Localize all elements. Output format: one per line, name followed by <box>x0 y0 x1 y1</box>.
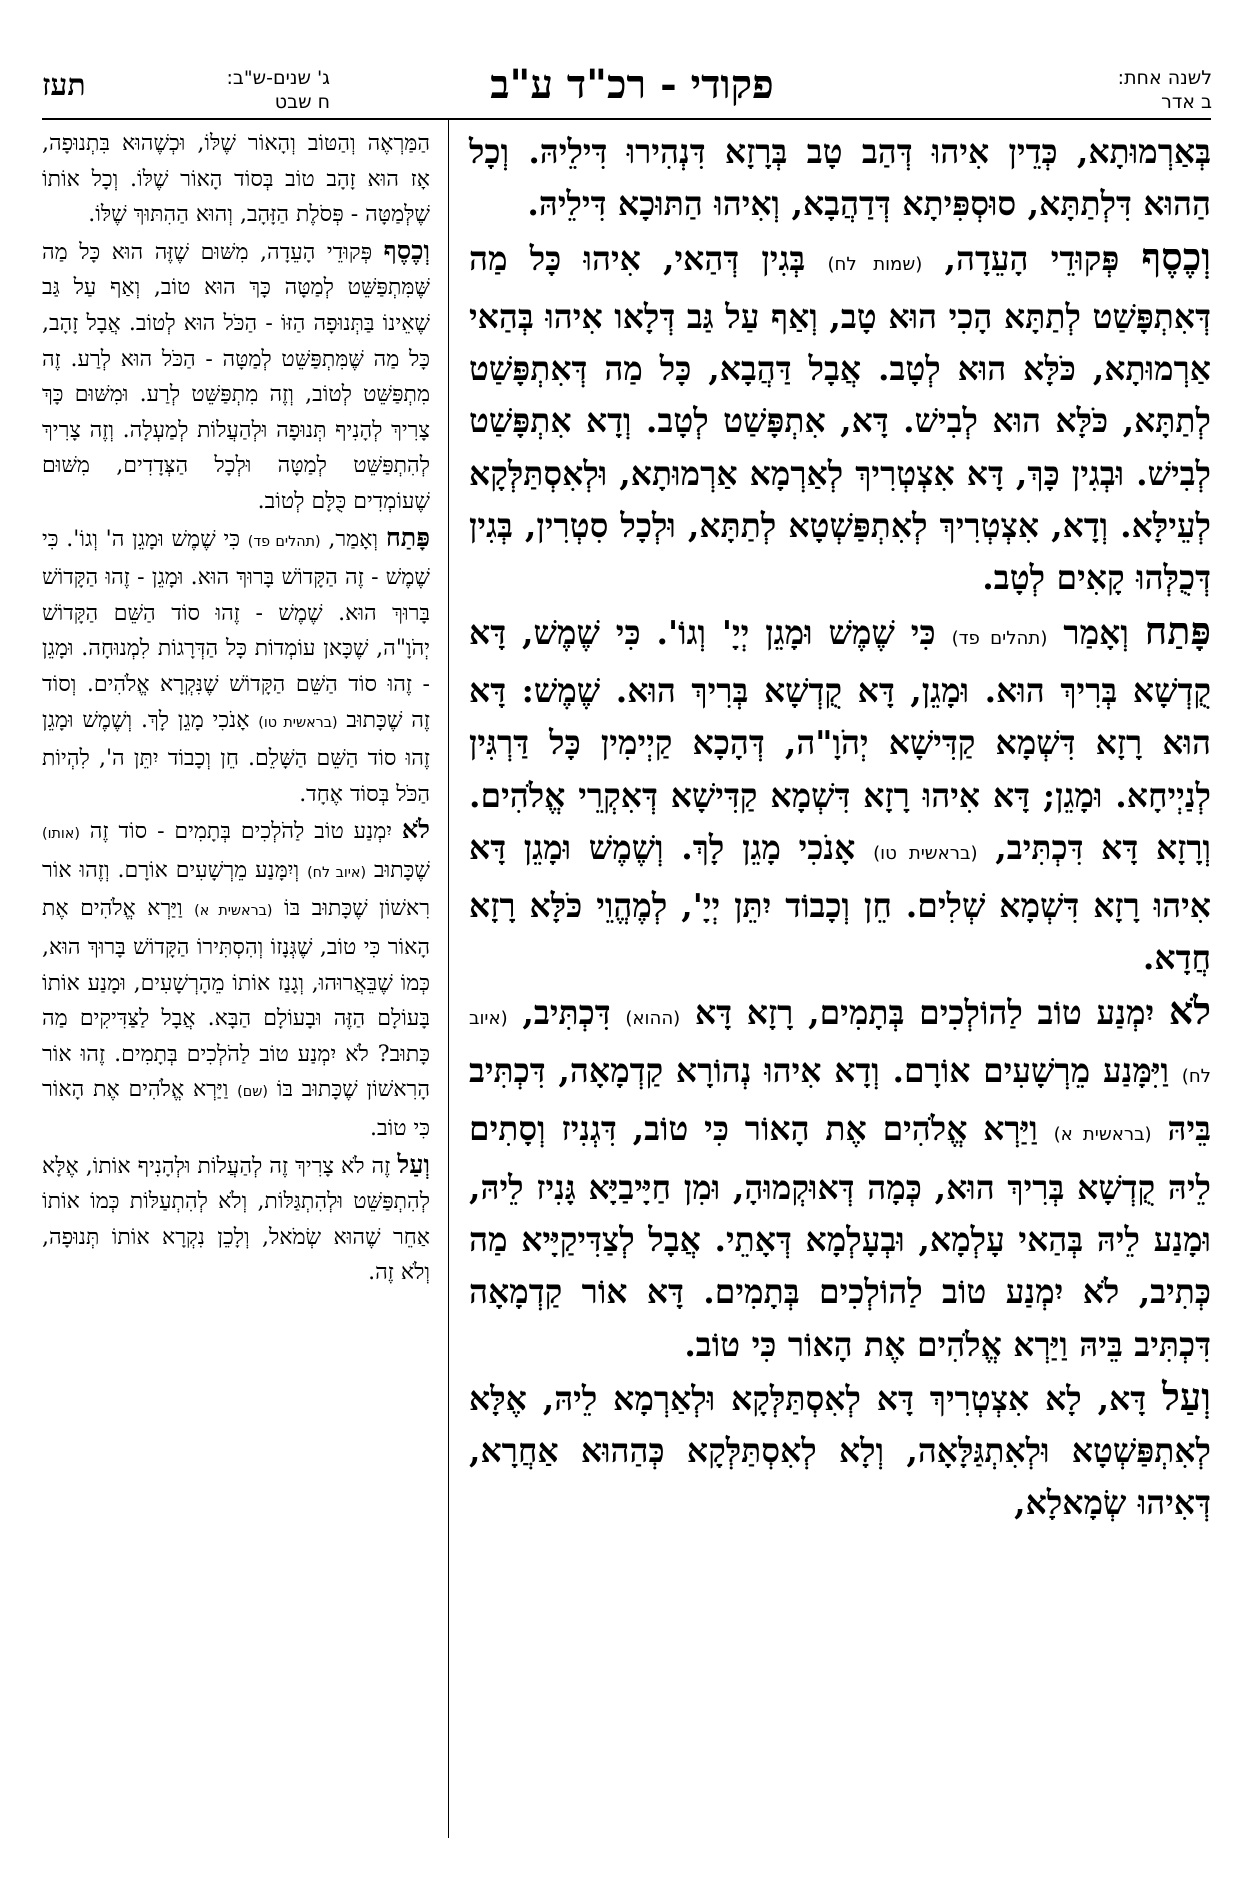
verse-reference: (אותו) <box>42 826 80 843</box>
translation-paragraph <box>42 233 430 520</box>
verse-reference: (איוב לח) <box>469 1007 1211 1088</box>
verse-reference: (תהלים פד) <box>247 533 321 550</box>
translation-column <box>42 126 430 1291</box>
translation-paragraph <box>42 126 430 233</box>
main-text-column <box>469 126 1211 1530</box>
main-paragraph <box>469 231 1211 605</box>
main-text: דָּא, לָא אִצְטְרִיךְ דָּא לְאִסְתַּלְּקָא וּלְאַרְמָא לֵיהּ, אֶלָּא לְאִתְפַּשְׁטָא וּלְאִתְגַּלָּאָה, וְלָא לְאִסְתַּלְּקָא כְּהַהוּא אַחֲרָא, דְּאִיהוּ שְׂמָאלָא, <box>469 1378 1211 1523</box>
header-meta-line2: ח שבט <box>274 91 330 113</box>
verse-reference: (בראשית א) <box>1053 1124 1152 1146</box>
paragraph-opener: וְעַל <box>397 1148 430 1179</box>
page-number: תעז <box>42 68 86 103</box>
main-paragraph <box>469 605 1211 985</box>
main-text: דִּכְתִּיב, <box>507 992 626 1032</box>
translation-text: וַיַּרְא אֱלֹהִים אֶת הָאוֹר כִּי טוֹב. <box>42 1077 430 1142</box>
column-divider <box>448 118 449 1838</box>
header-reading-schedule <box>1118 66 1212 114</box>
translation-text: וְאָמַר, <box>320 526 386 552</box>
main-text: אָנֹכִי מָגֵן לָךְ. וְשֶׁמֶשׁ וּמָגֵן דָּא אִיהוּ רָזָא דִּשְׁמָא שְׁלִים. חֵן וְכָבוֹד יִתֵּן יְיָ', לְמֶהֱוֵי כֹּלָּא רָזָא חֲדָא. <box>469 827 1211 978</box>
main-paragraph <box>469 1371 1211 1530</box>
page-header <box>42 60 1212 120</box>
main-text: בְּגִין דְּהַאי, אִיהוּ כָּל מַה דְּאִתְפָּשַׁט לְתַתָּא הָכִי הוּא טָב, וְאַף עַל גַּב דְּלָאו אִיהוּ בְּהַאי אַרְמוּתָא, כֹּלָּא הוּא לְטָב. אֲבָל דַּהֲבָא, כָּל מַה דְּאִתְפָּשַׁט לְתַתָּא, כֹּלָּא הוּא לְבִישׁ. דָּא, אִתְפָּשַׁט לְטָב. וְדָא אִתְפָּשַׁט לְבִישׁ. וּבְגִין כָּךְ, דָּא אִצְטְרִיךְ לְאַרְמָא אַרְמוּתָא, וּלְאִסְתַּלְּקָא לְעֵילָּא. וְדָא, אִצְטְרִיךְ לְאִתְפַּשְׁטָא לְתַתָּא, וּלְכָל סִטְרִין, בְּגִין דְּכֻלְּהוּ קָאִים לְטָב. <box>469 238 1211 598</box>
page-title: פקודי - רכ"ד ע"ב <box>490 61 774 108</box>
main-text: פְּקוּדֵי הָעֵדָה, <box>922 238 1142 278</box>
header-reading-line2: ב אדר <box>1161 91 1212 113</box>
verse-reference: (שמות לח) <box>827 253 923 275</box>
paragraph-opener: פָּתַח <box>1144 607 1211 653</box>
main-text: וְאָמַר <box>1047 612 1145 652</box>
verse-reference: (שם) <box>237 1084 268 1101</box>
verse-reference: (בראשית טו) <box>258 714 338 731</box>
header-divider <box>42 118 1211 120</box>
translation-text: וַיַּרְא אֱלֹהִים אֶת הָאוֹר כִּי טוֹב, שֶׁגְּנָזוֹ וְהִסְתִּירוֹ הַקָּדוֹשׁ בָּרוּךְ הוּא, כְּמוֹ שֶׁבֵּאֲרוּהוּ, וְגָנַז אוֹתוֹ מֵהָרְשָׁעִים, וּמָנַע אוֹתוֹ בָּעוֹלָם הַזֶּה וּבָעוֹלָם הַבָּא. אֲבָל לַצַּדִּיקִים מַה כָּתוּב? לֹא יִמְנַע טוֹב לַהֹלְכִים בְּתָמִים. זֶהוּ אוֹר הָרִאשׁוֹן שֶׁכָּתוּב בּוֹ <box>42 896 430 1103</box>
main-text: בְּאַרְמוּתָא, כְּדֵין אִיהוּ דְּהַב טָב בְּרָזָא דִּנְהִירוּ דִּילֵיהּ. וְכָל הַהוּא דִּלְתַתָּא, סוּסְפִּיתָא דְּדַהֲבָא, וְאִיהוּ הַתּוּכָא דִּילֵיהּ. <box>469 132 1211 224</box>
translation-paragraph <box>42 812 430 1146</box>
main-paragraph <box>469 985 1211 1371</box>
translation-text: פְּקוּדֵי הָעֵדָה, מִשּׁוּם שֶׁזֶּה הוּא כָּל מַה שֶּׁמִּתְפַּשֵּׁט לְמַטָּה כָּךְ הוּא טוֹב, וְאַף עַל גַּב שֶׁאֵינוֹ בַּתְּנוּפָה הַזּוֹ - הַכֹּל הוּא לְטוֹב. אֲבָל זָהָב, כָּל מַה שֶּׁמִּתְפַּשֵּׁט לְמַטָּה - הַכֹּל הוּא לְרַע. זֶה מִתְפַּשֵּׁט לְטוֹב, וְזֶה מִתְפַּשֵּׁט לְרַע. וּמִשּׁוּם כָּךְ צָרִיךְ לְהָנִיף תְּנוּפָה וּלְהַעֲלוֹת לְמַעְלָה. וְזֶה צָרִיךְ לְהִתְפַּשֵּׁט לְמַטָּה וּלְכָל הַצְּדָדִים, מִשּׁוּם שֶׁעוֹמְדִים כֻּלָּם לְטוֹב. <box>42 239 430 514</box>
paragraph-opener: וְכֶסֶף <box>1141 233 1211 279</box>
main-text: כִּי שֶׁמֶשׁ וּמָגֵן יְיָ' וְגוֹ'. כִּי שֶׁמֶשׁ, דָּא קֻדְשָׁא בְּרִיךְ הוּא. וּמָגֵן, דָּא קֻדְשָׁא בְּרִיךְ הוּא. שֶׁמֶשׁ: דָּא הוּא רָזָא דִּשְׁמָא קַדִּישָׁא יְהֹוָ"ה, דְּהָכָא קַיְימִין כָּל דַּרְגִּין לְנַיְיחָא. וּמָגֵן; דָּא אִיהוּ רָזָא דִּשְׁמָא קַדִּישָׁא דְּאִקְרֵי אֱלֹהִים. וְרָזָא דָּא דִּכְתִּיב, <box>469 612 1211 867</box>
paragraph-opener: לֹא <box>1168 987 1211 1033</box>
translation-paragraph <box>42 520 430 813</box>
paragraph-opener: לֹא <box>401 814 430 845</box>
header-reading-line1: לשנה אחת: <box>1117 67 1212 89</box>
verse-reference: (בראשית א) <box>194 903 273 920</box>
main-text: יִמְנַע טוֹב לַהוֹלְכִים בְּתָמִים, רָזָא דָּא <box>680 992 1169 1032</box>
main-paragraph <box>469 126 1211 231</box>
translation-text: אָנֹכִי מָגֵן לָךְ. וְשֶׁמֶשׁ וּמָגֵן זֶהוּ סוֹד הַשֵּׁם הַשָּׁלֵם. חֵן וְכָבוֹד יִתֵּן ה', לִהְיוֹת הַכֹּל בְּסוֹד אֶחָד. <box>42 707 430 807</box>
header-meta-line1: ג' שנים-ש"ב: <box>226 67 330 89</box>
verse-reference: (ההוא) <box>625 1007 681 1029</box>
translation-text: וְיִמָּנַע מֵרְשָׁעִים אוֹרָם. וְזֶהוּ אוֹר רִאשׁוֹן שֶׁכָּתוּב בּוֹ <box>42 857 431 922</box>
paragraph-opener: וְעַל <box>1162 1373 1211 1419</box>
verse-reference: (בראשית טו) <box>873 842 978 864</box>
header-meta <box>140 66 330 114</box>
verse-reference: (תהלים פד) <box>951 627 1048 649</box>
translation-paragraph <box>42 1147 430 1291</box>
translation-text: יִמְנַע טוֹב לַהֹלְכִים בְּתָמִים - סוֹד זֶה <box>79 819 402 845</box>
paragraph-opener: פָּתַח <box>385 521 430 552</box>
translation-text: כִּי שֶׁמֶשׁ וּמָגֵן ה' וְגוֹ'. כִּי שֶׁמֶשׁ - זֶה הַקָּדוֹשׁ בָּרוּךְ הוּא. וּמָגֵן - זֶהוּ הַקָּדוֹשׁ בָּרוּךְ הוּא. שֶׁמֶשׁ - זֶהוּ סוֹד הַשֵּׁם הַקָּדוֹשׁ יְהֹוָ"ה, שֶׁכָּאן עוֹמְדוֹת כָּל הַדְּרָגוֹת לִמְנוּחָה. וּמָגֵן - זֶהוּ סוֹד הַשֵּׁם הַקָּדוֹשׁ שֶׁנִּקְרָא אֱלֹהִים. וְסוֹד זֶה שֶׁכָּתוּב <box>42 526 430 733</box>
translation-text: זֶה לֹא צָרִיךְ זֶה לְהַעֲלוֹת וּלְהָנִיף אוֹתוֹ, אֶלָּא לְהִתְפַּשֵּׁט וּלְהִתְגַּלּוֹת, וְלֹא לְהִתְעַלּוֹת כְּמוֹ אוֹתוֹ אַחֵר שֶׁהוּא שְׂמֹאל, וְלָכֵן נִקְרָא אוֹתוֹ תְּנוּפָה, וְלֹא זֶה. <box>42 1153 430 1286</box>
main-text: וַיַּרְא אֱלֹהִים אֶת הָאוֹר כִּי טוֹב, דִּגְנִיז וְסָתִים לֵיהּ קֻדְשָׁא בְּרִיךְ הוּא, כְּמָה דְּאוּקְמוּהָ, וּמִן חַיָּיבַיָּא גָּנִיז לֵיהּ, וּמָנַע לֵיהּ בְּהַאי עָלְמָא, וּבְעָלְמָא דְּאָתֵי. אֲבָל לְצַדִּיקַיָּיא מַה כְּתִיב, לֹא יִמְנַע טוֹב לַהוֹלְכִים בְּתָמִים. דָּא אוֹר קַדְמָאָה דִּכְתִּיב בֵּיהּ וַיַּרְא אֱלֹהִים אֶת הָאוֹר כִּי טוֹב. <box>469 1109 1211 1364</box>
translation-text: הַמַּרְאֶה וְהַטּוֹב וְהָאוֹר שֶׁלּוֹ, וּכְשֶׁהוּא בִּתְנוּפָה, אָז הוּא זָהָב טוֹב בְּסוֹד הָאוֹר שֶׁלּוֹ. וְכָל אוֹתוֹ שֶׁלְּמַטָּה - פְּסֹלֶת הַזָּהָב, וְהוּא הַהִתּוּךְ שֶׁלּוֹ. <box>42 131 430 228</box>
main-text: וַיִּמָּנַע מֵרְשָׁעִים אוֹרָם. וְדָא אִיהוּ נְהוֹרָא קַדְמָאָה, דִּכְתִּיב בֵּיהּ <box>469 1051 1212 1149</box>
verse-reference: (איוב לח) <box>307 864 367 881</box>
paragraph-opener: וְכֶסֶף <box>383 234 430 265</box>
translation-text: שֶׁכָּתוּב <box>366 857 430 883</box>
